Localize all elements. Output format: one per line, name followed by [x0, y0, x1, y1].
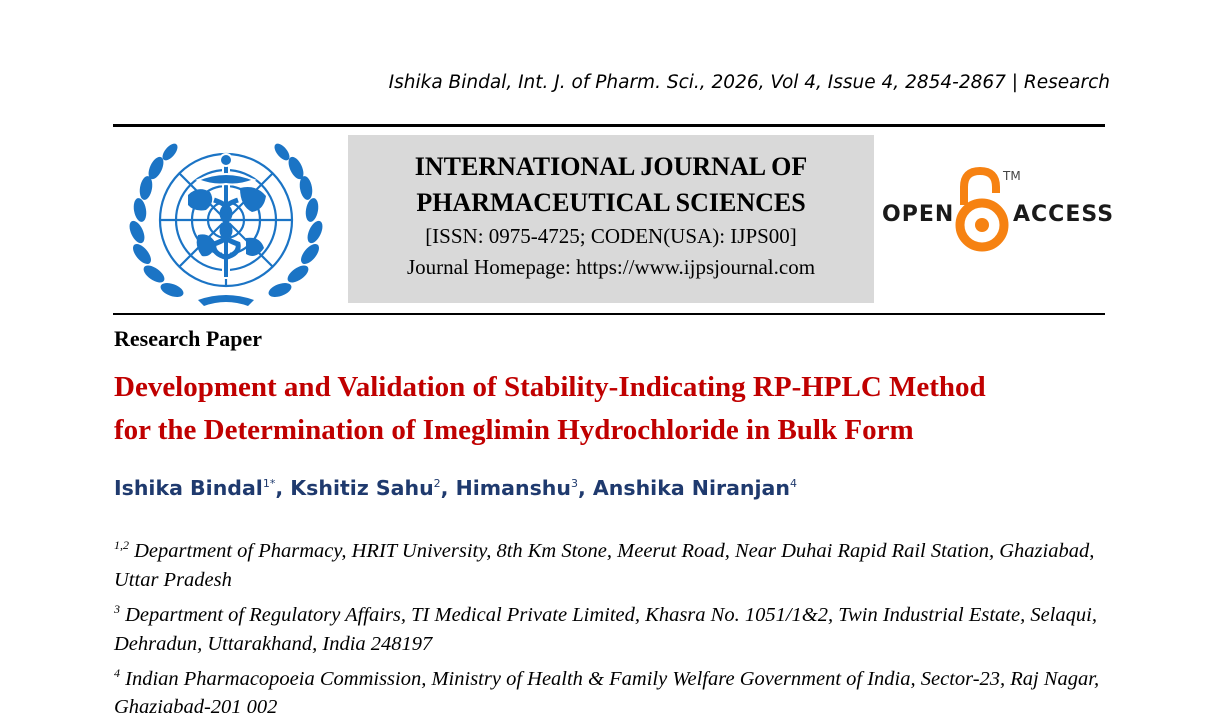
author-name: Himanshu — [455, 476, 571, 500]
author-affiliation-marker: 1* — [262, 477, 276, 491]
paper-type: Research Paper — [114, 326, 263, 351]
author-affiliation-marker: 3 — [570, 477, 578, 491]
running-head: Ishika Bindal, Int. J. of Pharm. Sci., 2026, Vol 4, Issue 4, 2854-2867 | Research — [388, 72, 1110, 93]
affiliation-item — [114, 531, 1114, 595]
journal-issn: [ISSN: 0975-4725; CODEN(USA): IJPS00] — [425, 224, 797, 248]
author-name: Kshitiz Sahu — [290, 476, 434, 500]
affiliation-text: Indian Pharmacopoeia Commission, Ministry of Health & Family Welfare Government of India, Sector-23, Raj Nagar, Ghaziabad-201 002 — [114, 667, 1100, 719]
journal-title-line1: INTERNATIONAL JOURNAL OF — [414, 152, 808, 181]
affiliation-item — [114, 659, 1114, 722]
journal-info-box — [348, 135, 874, 303]
paper-title — [114, 366, 1114, 452]
affiliation-marker: 3 — [114, 601, 120, 616]
journal-logo-icon — [128, 140, 324, 306]
paper-title-line2: for the Determination of Imeglimin Hydrochloride in Bulk Form — [114, 414, 914, 446]
open-access-open-label: OPEN — [882, 202, 955, 227]
journal-title — [348, 149, 874, 221]
open-padlock-icon — [954, 167, 1010, 253]
header-rule-top — [113, 124, 1105, 127]
affiliation-text: Department of Regulatory Affairs, TI Medical Private Limited, Khasra No. 1051/1&2, Twin Industrial Estate, Selaqui, Dehradun, Uttarakhand, India 248197 — [114, 603, 1097, 655]
author-name: Anshika Niranjan — [592, 476, 790, 500]
paper-title-line1: Development and Validation of Stability-Indicating RP-HPLC Method — [114, 371, 986, 403]
open-access-badge — [880, 165, 1115, 255]
author-separator: , — [440, 476, 456, 500]
header-rule-bottom — [113, 313, 1105, 315]
affiliation-list — [114, 531, 1114, 722]
author-list — [114, 476, 797, 500]
author-separator: , — [275, 476, 291, 500]
affiliation-marker: 1,2 — [114, 538, 129, 552]
affiliation-marker: 4 — [114, 665, 120, 680]
author-name: Ishika Bindal — [114, 476, 263, 500]
open-access-tm: TM — [1003, 169, 1021, 183]
open-access-access-label: ACCESS — [1013, 202, 1115, 227]
author-affiliation-marker: 2 — [433, 477, 441, 491]
author-affiliation-marker: 4 — [789, 477, 797, 491]
journal-title-line2: PHARMACEUTICAL SCIENCES — [416, 188, 806, 217]
affiliation-text: Department of Pharmacy, HRIT University, 8th Km Stone, Meerut Road, Near Duhai Rapid Rail Station, Ghaziabad, Uttar Pradesh — [114, 539, 1095, 591]
author-separator: , — [577, 476, 593, 500]
affiliation-item — [114, 595, 1114, 659]
journal-homepage[interactable]: Journal Homepage: https://www.ijpsjournal.com — [406, 255, 816, 279]
